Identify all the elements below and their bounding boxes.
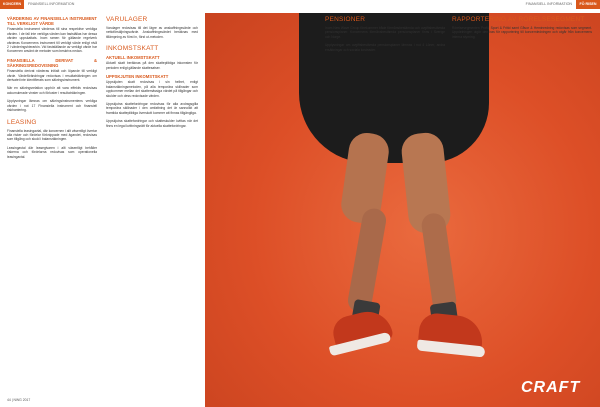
heading-deferred-tax: UPPSKJUTEN INKOMSTSKATT [106,74,169,80]
section-tab-right: FÖ RISEN [576,0,600,9]
paragraph-derivatives-2: När en säkringsrelation upphör att vara effektiv redovisas ackumulerade vinster och förluster i resultaträkningen. [7,86,97,95]
paragraph-current-tax: Aktuell skatt beräknas på den skattepliktiga inkomsten för perioden enligt gällande skattesatser. [106,61,198,70]
paragraph-pensions: Inom New Wave Group förekommer både förmånsbestämda och avgiftsbestämda pensionsplaner. Koncernens förmånsbestämda pensionsplaner finns i Sverige och Norge. [325,26,445,39]
heading-segments: RAPPORTERING AV RÖRELSESEGMENT [452,16,585,23]
heading-derivatives: FINANSIELLA DERIVAT & SÄKRINGSREDOVISNING [7,57,97,69]
text-column-4 [452,16,592,43]
section-label-left: FINANSIELL INFORMATION [28,2,75,6]
section-tab-left: KONCERN [0,0,24,9]
heading-inventory: VARULAGER [106,16,148,23]
heading-income-tax: INKOMSTSKATT [106,45,159,53]
paragraph-pensions-2: Upplysningar om avgiftsbestämda pensionsplaner lämnas i not 4 Löner, andra ersättningar och sociala kostnader. [325,43,445,52]
heading-leasing: LEASING [7,118,37,126]
runner-photo [205,13,600,407]
paragraph-valuation: Finansiella instrument värderas till sina respektive verkliga värden. I de fall inte verkliga värden kan fastställas har dessa värden uppskattats. Inom ramen för gällande regelverk värderas Koncernens instrument till verkligt värde enligt nivå 2 i värderingshierarkin. Vid fastställande av verkligt värde har Koncernen använt de metoder som beskrivs nedan. [7,27,97,54]
paragraph-leasing: Finansiella leasingavtal, där koncernen i allt väsentligt övertar alla risker och fördelar förknippade med ägandet, redovisas som tillgång och skuld i balansräkningen. [7,128,97,142]
heading-valuation: VÄRDERING AV FINANSIELLA INSTRUMENT TILL VERKLIGT VÄRDE [7,16,97,27]
page-footer: 44 | NWG 2017 [7,398,31,402]
paragraph-deferred-tax-2: Uppskjutna skattefordringar redovisas för alla avdragsgilla temporära skillnader i den omfattning det är sannolikt att framtida skattepliktiga överskott kommer att finnas tillgängliga. [106,102,198,115]
paragraph-leasing-2: Leasingavtal där leasegivaren i allt väsentligt behåller riskerna och fördelarna redovisas som operationella leasingavtal. [7,145,97,159]
section-label-right: FINANSIELL INFORMATION [525,2,572,6]
text-column-1 [7,16,97,163]
craft-logo: CRAFT [521,379,581,396]
text-column-3 [325,16,445,56]
header-right [300,0,600,9]
paragraph-deferred-tax-3: Uppskjutna skattefordringar och skatteskulder kvittas när det finns en legal kvittningsrätt för aktuella skattefordringar. [106,119,198,128]
heading-current-tax: AKTUELL INKOMSTSKATT [106,55,160,61]
header-left [0,0,300,9]
heading-pensions: PENSIONER [325,16,366,23]
text-column-2 [106,16,198,132]
paragraph-deferred-tax: Uppskjuten skatt redovisas i sin helhet, enligt balansräkningsmetoden, på alla temporära skillnader som uppkommer mellan det skattemässiga värdet på tillgångar och skulder och dess redovisade värden. [106,80,198,98]
paragraph-derivatives-3: Upplysningar lämnas om säkringsinstrumentens verkliga värden i not 17 Finansiella instrument och finansiell riskhantering. [7,99,97,113]
paragraph-derivatives: Finansiella derivat värderas initialt och löpande till verkligt värde. Värdeförändringar redovisas i resultaträkningen om derivatet inte identifierats som säkringsinstrument. [7,69,97,83]
paragraph-segments: Rörelsesegmenten Profil, Sport & Fritid samt Gåvor & Heminredning redovisas som segment. Uppdelningen utgör den bas för rapportering till koncernledningen och utgår från koncernens interna styrning. [452,26,592,39]
paragraph-inventory: Varulager redovisas till det lägre av anskaffningsvärde och nettoförsäljningsvärde. Anskaffningsvärdet beräknas med tillämpning av först in, först ut-metoden. [106,26,198,39]
